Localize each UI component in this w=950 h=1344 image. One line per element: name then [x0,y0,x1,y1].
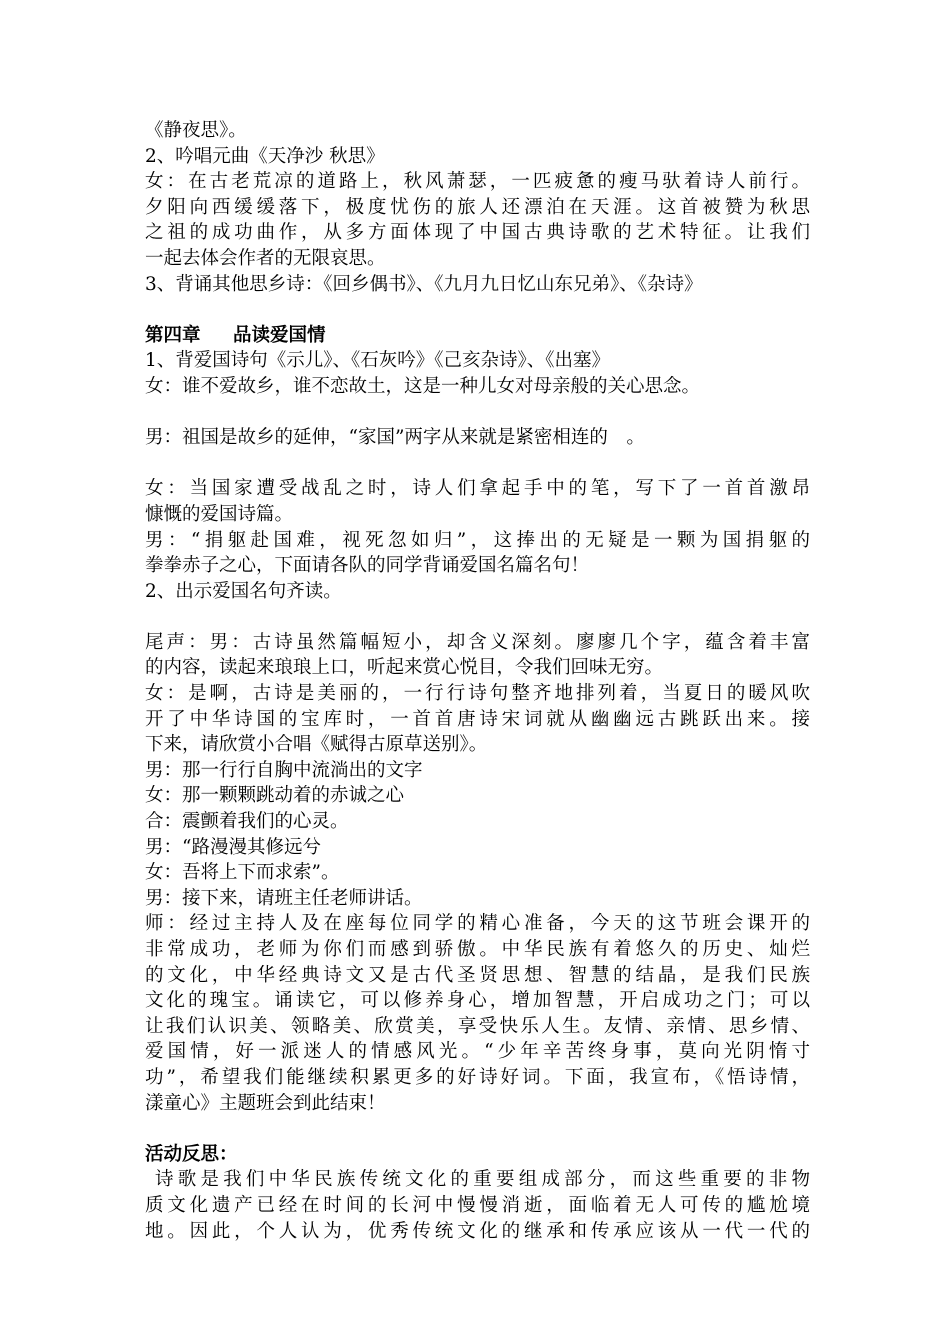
text-line: 女：吾将上下而求索”。 [145,862,340,884]
blank-line [145,400,810,426]
text-line: 慷慨的爱国诗篇。 [145,503,294,525]
text-line: 漾童心》主题班会到此结束！ [145,1092,386,1114]
text-line: 文化的瑰宝。诵读它，可以修养身心，增加智慧，开启成功之门；可以 [145,990,810,1012]
text-line: 女：是啊，古诗是美丽的，一行行诗句整齐地排列着，当夏日的暖风吹 [145,683,810,705]
text-line: 质文化遗产已经在时间的长河中慢慢消逝，面临着无人可传的尴尬境 [145,1194,810,1216]
chapter-title: 品读爱国情 [233,324,326,346]
text-line: 男：那一行行自胸中流淌出的文字 [145,759,423,781]
list-item: 2、出示爱国名句齐读。 [145,580,342,602]
text-line: 下来，请欣赏小合唱《赋得古原草送别》。 [145,734,488,756]
text-line: 的内容，读起来琅琅上口，听起来赏心悦目，令我们回味无穷。 [145,657,664,679]
text-line: 的文化，中华经典诗文又是古代圣贤思想、智慧的结晶，是我们民族 [145,964,810,986]
text-line: 非常成功，老师为你们而感到骄傲。中华民族有着悠久的历史、灿烂 [145,939,810,960]
text-line: 女：谁不爱故乡，谁不恋故土，这是一种儿女对母亲般的关心思念。 [145,375,701,397]
chapter-number: 第四章 [145,324,201,346]
list-item: 1、背爱国诗句《示儿》、《石灰吟》《己亥杂诗》、《出塞》 [145,350,611,372]
text-line: 合：震颤着我们的心灵。 [145,811,349,833]
list-item: 2、吟唱元曲《天净沙 秋思》 [145,145,385,167]
text-line: 开了中华诗国的宝库时，一首首唐诗宋词就从幽幽远古跳跃出来。接 [145,708,810,730]
text-line: 夕阳向西缓缓落下，极度忧伤的旅人还漂泊在天涯。这首被赞为秋思 [145,196,810,218]
text-line: 诗歌是我们中华民族传统文化的重要组成部分，而这些重要的非物 [155,1169,810,1191]
blank-line [145,451,810,477]
blank-line [145,604,810,630]
text-line: 《静夜思》。 [145,120,247,141]
text-line: 师：经过主持人及在座每位同学的精心准备，今天的这节班会课开的 [145,913,810,935]
text-line: 男：祖国是故乡的延伸，“家国”两字从来就是紧密相连的 。 [145,427,645,449]
text-line: 功”，希望我们能继续积累更多的好诗好词。下面，我宣布，《悟诗情， [145,1066,810,1088]
chapter-heading [145,323,810,349]
text-line: 爱国情，好一派迷人的情感风光。“少年辛苦终身事，莫向光阴惰寸 [145,1041,810,1063]
text-line: 女：在古老荒凉的道路上，秋风萧瑟，一匹疲惫的瘦马驮着诗人前行。 [145,171,810,193]
text-line: 女：当国家遭受战乱之时，诗人们拿起手中的笔，写下了一首首激昂 [145,478,810,500]
text-line: 拳拳赤子之心，下面请各队的同学背诵爱国名篇名句！ [145,555,590,577]
blank-line [145,297,810,323]
text-line: 女：那一颗颗跳动着的赤诚之心 [145,785,405,807]
text-line: 男：接下来，请班主任老师讲话。 [145,887,423,909]
text-line: 一起去体会作者的无限哀思。 [145,247,386,269]
blank-line [145,1116,810,1142]
list-item: 3、背诵其他思乡诗：《回乡偶书》、《九月九日忆山东兄弟》、《杂诗》 [145,273,703,295]
document-page [145,118,810,1244]
text-line: 尾声：男：古诗虽然篇幅短小，却含义深刻。廖廖几个字，蕴含着丰富 [145,631,810,653]
text-line: 地。因此，个人认为，优秀传统文化的继承和传承应该从一代一代的 [145,1220,810,1242]
reflection-heading: 活动反思： [145,1143,238,1165]
text-line: 男：“路漫漫其修远兮 [145,836,321,858]
text-line: 之祖的成功曲作，从多方面体现了中国古典诗歌的艺术特征。让我们 [145,222,810,244]
text-line: 男：“捐躯赴国难，视死忽如归”，这捧出的无疑是一颗为国捐躯的 [145,529,810,551]
text-line: 让我们认识美、领略美、欣赏美，享受快乐人生。友情、亲情、思乡情、 [145,1015,810,1037]
